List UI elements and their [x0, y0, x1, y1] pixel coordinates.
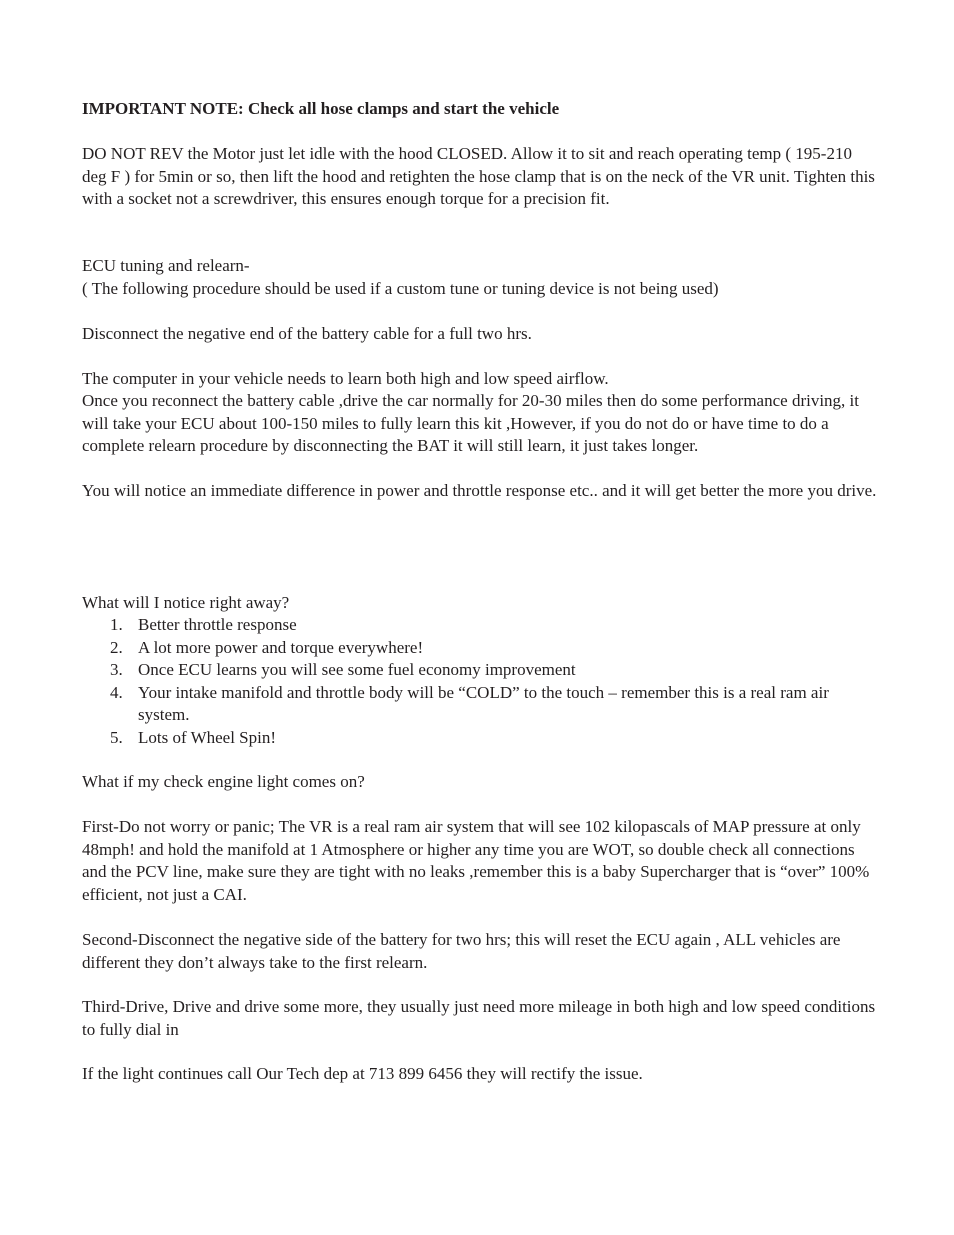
notice-list [82, 614, 877, 749]
list-item-number: 4. [110, 682, 123, 702]
list-item [82, 659, 877, 682]
list-item-number: 3. [110, 660, 123, 679]
list-item-text: Better throttle response [138, 615, 297, 634]
list-item-number: 2. [110, 637, 123, 657]
idle-instructions: DO NOT REV the Motor just let idle with the hood CLOSED. Allow it to sit and reach operating temp ( 195-210 deg F ) for 5min or so, then lift the hood and retighten the hose clamp that is on the neck of the VR unit. Tighten this with a socket not a screwdriver, this ensures enough torque for a precision fit. [82, 144, 875, 208]
list-item-text: A lot more power and torque everywhere! [138, 637, 424, 657]
list-item-text: Lots of Wheel Spin! [138, 727, 277, 747]
second-step: Second-Disconnect the negative side of the battery for two hrs; this will reset the ECU again , ALL vehicles are different they don’t always take to the first relearn. [82, 930, 841, 972]
ecu-subheading: ( The following procedure should be used if a custom tune or tuning device is not being used) [82, 279, 719, 298]
important-note: IMPORTANT NOTE: Check all hose clamps and start the vehicle [82, 99, 560, 118]
learn-line-1: The computer in your vehicle needs to learn both high and low speed airflow. [82, 369, 609, 388]
first-step: First-Do not worry or panic; The VR is a real ram air system that will see 102 kilopascals of MAP pressure at only 48mph! and hold the manifold at 1 Atmosphere or higher any time you are WOT, so double check all connections and the PCV line, make sure they are tight with no leaks ,remember this is a baby Supercharger that is “over” 100% efficient, not just a CAI. [82, 817, 870, 904]
check-engine-question: What if my check engine light comes on? [82, 772, 365, 791]
disconnect-battery: Disconnect the negative end of the battery cable for a full two hrs. [82, 324, 532, 343]
learn-line-3: You will notice an immediate difference in power and throttle response etc.. and it will get better the more you drive. [82, 481, 877, 500]
list-item [82, 637, 877, 660]
list-item-number: 1. [110, 615, 123, 634]
list-item [82, 682, 877, 727]
tech-support-line: If the light continues call Our Tech dep at 713 899 6456 they will rectify the issue. [82, 1064, 643, 1083]
list-item [82, 614, 877, 637]
list-item-number: 5. [110, 727, 123, 747]
notice-question: What will I notice right away? [82, 593, 290, 612]
list-item-text: Once ECU learns you will see some fuel economy improvement [138, 660, 576, 679]
list-item [82, 727, 877, 750]
third-step: Third-Drive, Drive and drive some more, they usually just need more mileage in both high and low speed conditions to fully dial in [82, 997, 876, 1039]
learn-line-2: Once you reconnect the battery cable ,drive the car normally for 20-30 miles then do some performance driving, it will take your ECU about 100-150 miles to fully learn this kit ,However, if you do not do or have time to do a complete relearn procedure by disconnecting the BAT it will still learn, it just takes longer. [82, 391, 859, 455]
ecu-heading: ECU tuning and relearn- [82, 256, 250, 275]
list-item-text: Your intake manifold and throttle body will be “COLD” to the touch – remember this is a real ram air system. [138, 682, 829, 724]
